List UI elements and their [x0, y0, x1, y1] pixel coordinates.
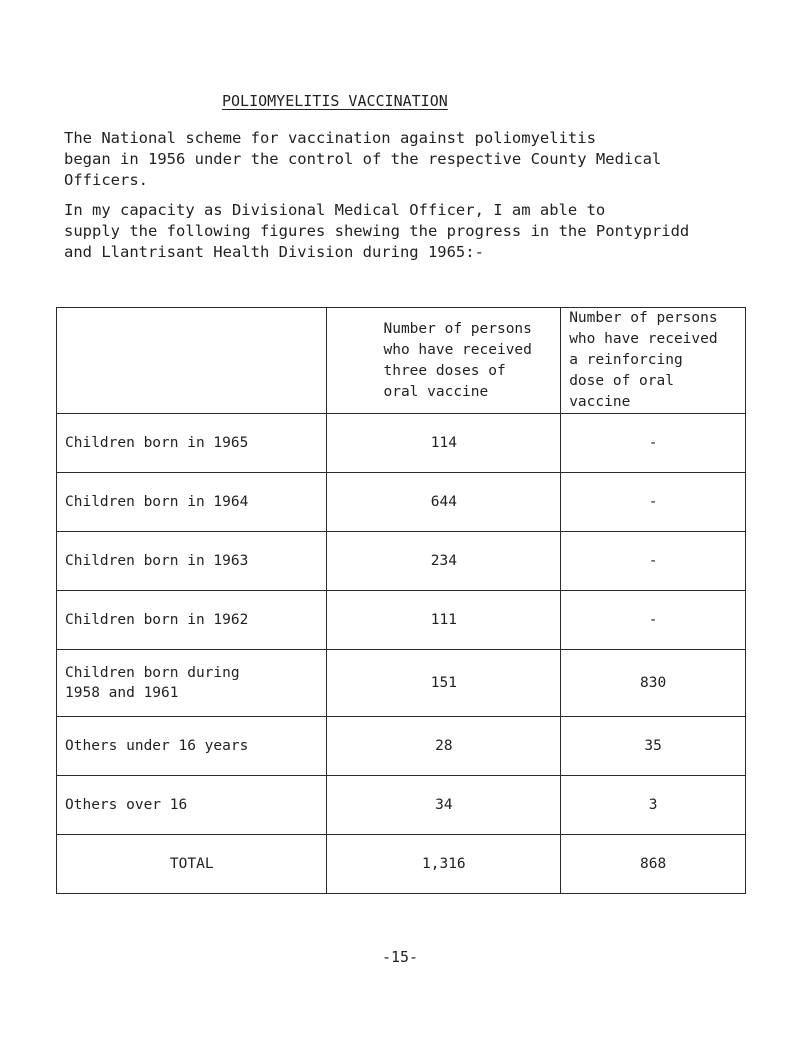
- three-doses-value: 111: [327, 591, 561, 650]
- header-empty-cell: [57, 308, 327, 414]
- reinforcing-value: -: [561, 591, 746, 650]
- row-label: Others over 16: [57, 776, 327, 835]
- reinforcing-value: 35: [561, 717, 746, 776]
- page-title: POLIOMYELITIS VACCINATION: [222, 92, 448, 110]
- vaccination-table: [56, 307, 746, 894]
- reinforcing-value: 3: [561, 776, 746, 835]
- three-doses-value: 151: [327, 650, 561, 717]
- table-row: [57, 532, 746, 591]
- row-label: Children born in 1962: [57, 591, 327, 650]
- table-row: [57, 591, 746, 650]
- header-reinforcing: [561, 308, 746, 414]
- reinforcing-value: -: [561, 473, 746, 532]
- reinforcing-value: -: [561, 532, 746, 591]
- reinforcing-value: 830: [561, 650, 746, 717]
- row-label: Children born during 1958 and 1961: [57, 650, 327, 717]
- table-row: [57, 776, 746, 835]
- table-row: [57, 473, 746, 532]
- total-reinforcing: 868: [561, 835, 746, 894]
- total-row: [57, 835, 746, 894]
- table-row: [57, 414, 746, 473]
- header-reinforcing-text: Number of persons who have received a reinforcing dose of oral vaccine: [569, 310, 718, 410]
- header-three-doses: [327, 308, 561, 414]
- intro-paragraph: The National scheme for vaccination against poliomyelitis began in 1956 under the control of the respective County Medical Officers.: [64, 129, 662, 189]
- table-header-row: [57, 308, 746, 414]
- three-doses-value: 234: [327, 532, 561, 591]
- row-label: Children born in 1965: [57, 414, 327, 473]
- row-label: Children born in 1963: [57, 532, 327, 591]
- total-label: TOTAL: [57, 835, 327, 894]
- three-doses-value: 28: [327, 717, 561, 776]
- row-label: Children born in 1964: [57, 473, 327, 532]
- table-row: [57, 650, 746, 717]
- three-doses-value: 644: [327, 473, 561, 532]
- three-doses-value: 114: [327, 414, 561, 473]
- three-doses-value: 34: [327, 776, 561, 835]
- header-three-doses-text: Number of persons who have received three doses of oral vaccine: [383, 320, 532, 400]
- table-row: [57, 717, 746, 776]
- figures-paragraph: In my capacity as Divisional Medical Officer, I am able to supply the following figures shewing the progress in the Pontypridd and Llantrisant Health Division during 1965:-: [64, 201, 690, 261]
- row-label: Others under 16 years: [57, 717, 327, 776]
- page-number: -15-: [381, 948, 419, 966]
- reinforcing-value: -: [561, 414, 746, 473]
- total-three-doses: 1,316: [327, 835, 561, 894]
